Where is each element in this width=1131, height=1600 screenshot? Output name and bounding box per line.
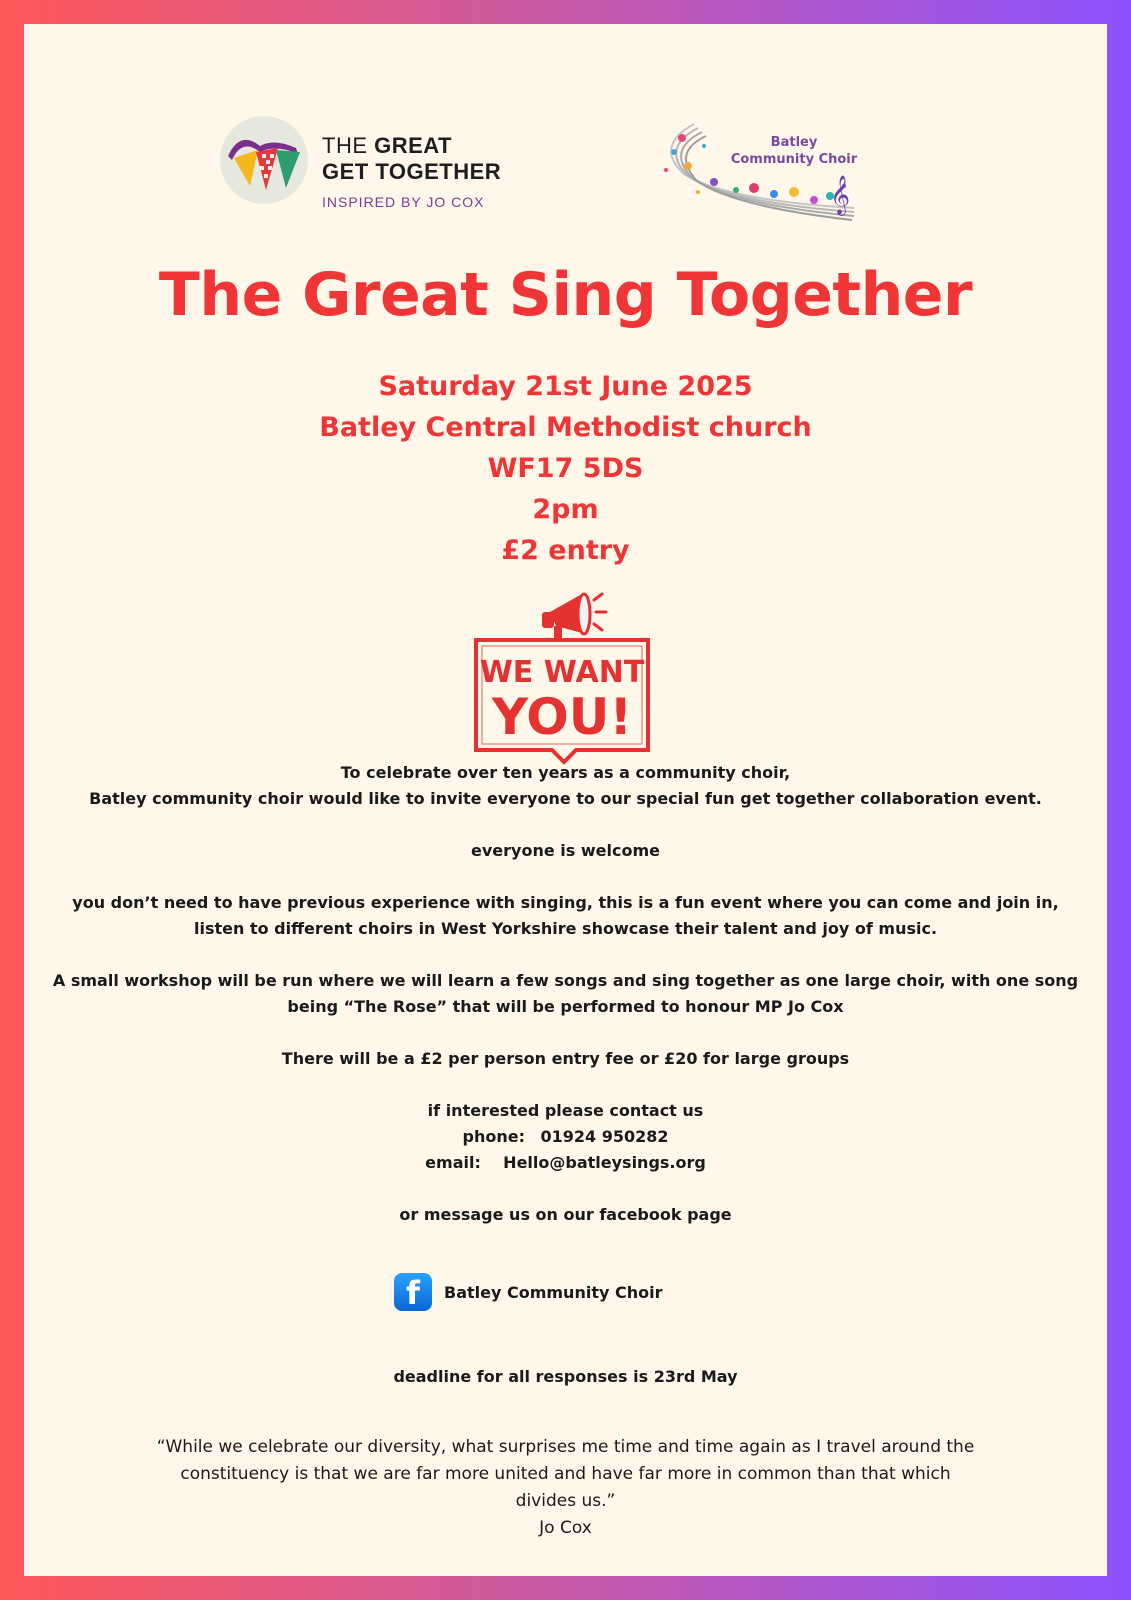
page-title: The Great Sing Together (158, 260, 973, 330)
we-want-you-badge (462, 582, 662, 782)
welcome-line: everyone is welcome (471, 841, 660, 860)
svg-text:𝄞: 𝄞 (830, 175, 851, 215)
experience-line-2: listen to different choirs in West Yorkshire showcase their talent and joy of music. (193, 919, 938, 938)
event-date: Saturday 21st June 2025 (378, 371, 753, 402)
banner-line1: WE WANT (479, 655, 645, 690)
ggt-logo-line2: GET TOGETHER (322, 159, 502, 184)
jo-cox-quote: “While we celebrate our diversity, what surprises me time and time again as I travel around the constituency is that we are far more united and have far more in common than that which divides us.” Jo Cox (104, 1434, 1027, 1542)
contact-email: email: Hello@batleysings.org (425, 1153, 706, 1172)
banner-line2: YOU! (491, 688, 633, 746)
deadline-line: deadline for all responses is 23rd May (393, 1367, 738, 1386)
poster (24, 24, 1107, 1576)
event-venue: Batley Central Methodist church (319, 412, 812, 443)
event-postcode: WF17 5DS (487, 453, 644, 484)
email-address[interactable]: Hello@batleysings.org (503, 1153, 706, 1172)
facebook-link[interactable] (394, 1272, 662, 1312)
ggt-logo-tagline: INSPIRED BY JO COX (322, 194, 485, 210)
quote-author: Jo Cox (539, 1518, 592, 1538)
facebook-intro: or message us on our facebook page (399, 1205, 732, 1224)
contact-phone: phone: 01924 950282 (462, 1127, 669, 1146)
event-details (24, 366, 1107, 571)
intro-line-2: Batley community choir would like to invite everyone to our special fun get together collaboration event. (89, 789, 1042, 808)
event-time: 2pm (532, 494, 599, 525)
intro-line-1: To celebrate over ten years as a community choir, (340, 763, 791, 782)
phone-number[interactable]: 01924 950282 (540, 1127, 669, 1146)
megaphone-icon (542, 594, 606, 640)
workshop-line-1: A small workshop will be run where we will learn a few songs and sing together as one large choir, with one song (52, 971, 1079, 990)
contact-intro: if interested please contact us (427, 1101, 704, 1120)
great-get-together-logo (220, 116, 308, 204)
ggt-logo-line1: THE GREAT (322, 133, 452, 158)
music-notes-swirl-icon (654, 116, 864, 226)
fee-line: There will be a £2 per person entry fee or £20 for large groups (281, 1049, 850, 1068)
choir-logo-text: Batley Community Choir (730, 135, 858, 167)
facebook-icon: f (394, 1273, 432, 1311)
facebook-page-name: Batley Community Choir (444, 1282, 663, 1302)
bunting-icon (220, 116, 308, 204)
experience-line-1: you don’t need to have previous experience with singing, this is a fun event where you can come and join in, (72, 893, 1059, 912)
workshop-line-2: being “The Rose” that will be performed to honour MP Jo Cox (287, 997, 844, 1016)
event-price: £2 entry (501, 535, 630, 566)
invitation-body (24, 760, 1107, 1228)
